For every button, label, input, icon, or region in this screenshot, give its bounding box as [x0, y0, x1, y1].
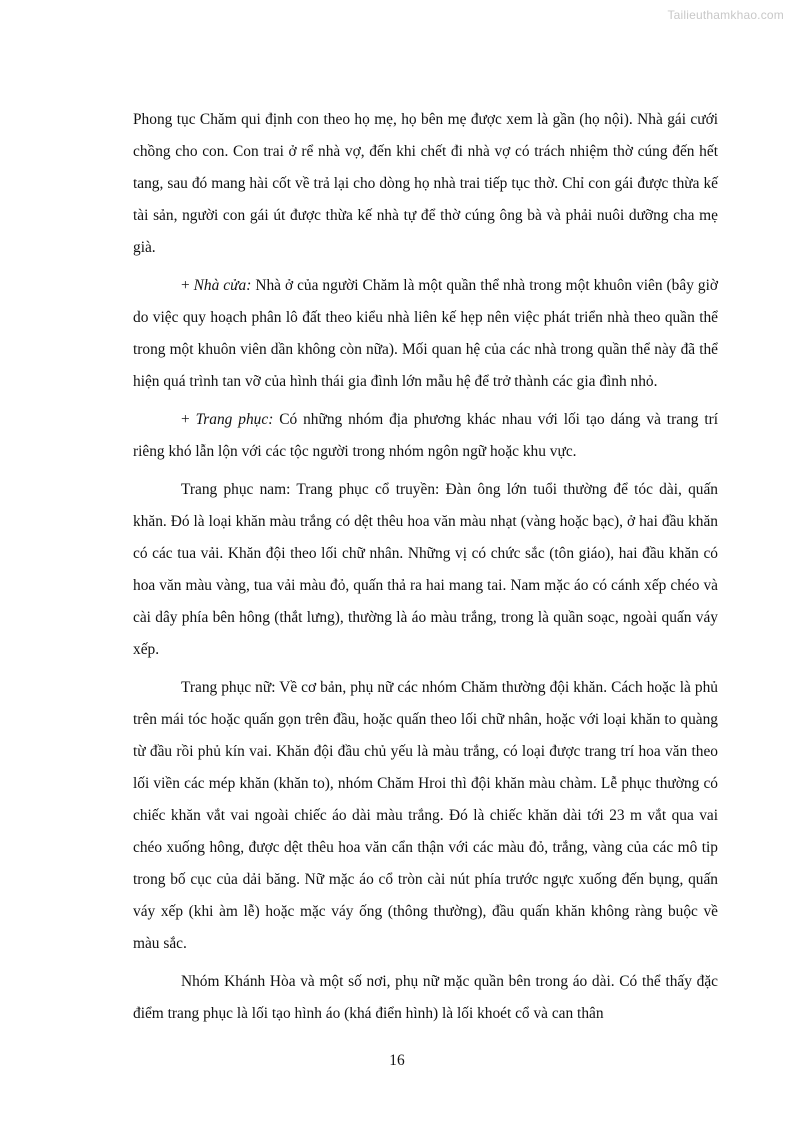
paragraph-text: Trang phục nữ: Về cơ bản, phụ nữ các nhóm Chăm thường đội khăn. Cách hoặc là phủ trên mái tóc hoặc quấn gọn trên đầu, hoặc quấn theo lối chữ nhân, hoặc với loại khăn to quàng từ đầu rồi phủ kín vai. Khăn đội đầu chủ yếu là màu trắng, có loại được trang trí hoa văn theo lối viền các mép khăn (khăn to), nhóm Chăm Hroi thì đội khăn màu chàm. Lễ phục thường có chiếc khăn vắt vai ngoài chiếc áo dài màu trắng. Đó là chiếc khăn dài tới 23 m vắt qua vai chéo xuống hông, được dệt thêu hoa văn cẩn thận với các màu đỏ, trắng, vàng của các mô tip trong bố cục của dải băng. Nữ mặc áo cổ tròn cài nút phía trước ngực xuống đến bụng, quấn váy xếp (khi àm lễ) hoặc mặc váy ống (thông thường), đầu quấn khăn không ràng buộc về màu sắc.: [133, 679, 718, 952]
paragraph-text: Phong tục Chăm qui định con theo họ mẹ, họ bên mẹ được xem là gần (họ nội). Nhà gái cưới chồng cho con. Con trai ở rể nhà vợ, đến khi chết đi nhà vợ có trách nhiệm thờ cúng đến hết tang, sau đó mang hài cốt về trả lại cho dòng họ nhà trai tiếp tục thờ. Chỉ con gái được thừa kế tài sản, người con gái út được thừa kế nhà tự để thờ cúng ông bà và phải nuôi dưỡng cha mẹ già.: [133, 111, 718, 256]
section-label-housing: Nhà cửa:: [193, 277, 252, 294]
paragraph-text: Có những nhóm địa phương khác nhau với lối tạo dáng và trang trí riêng khó lẫn lộn với các tộc người trong nhóm ngôn ngữ hoặc khu vực.: [133, 411, 718, 460]
section-label-costume: Trang phục:: [195, 411, 274, 428]
page-number: 16: [389, 1052, 405, 1069]
paragraph-khanh-hoa: [133, 966, 718, 1030]
list-marker: +: [181, 277, 194, 294]
document-body: [133, 104, 718, 1030]
paragraph-text: Nhà ở của người Chăm là một quần thể nhà trong một khuôn viên (bây giờ do việc quy hoạch phân lô đất theo kiểu nhà liên kế hẹp nên việc phát triển nhà theo quần thể trong một khuôn viên dần không còn nữa). Mối quan hệ của các nhà trong quần thể này đã thể hiện quá trình tan vỡ của hình thái gia đình lớn mẫu hệ để trở thành các gia đình nhỏ.: [133, 277, 718, 390]
list-marker: +: [181, 411, 196, 428]
paragraph-costume: [133, 404, 718, 468]
paragraph-kinship: [133, 104, 718, 264]
paragraph-housing: [133, 270, 718, 398]
paragraph-text: Trang phục nam: Trang phục cổ truyền: Đàn ông lớn tuổi thường để tóc dài, quấn khăn. Đó là loại khăn màu trắng có dệt thêu hoa văn màu nhạt (vàng hoặc bạc), ở hai đầu khăn có các tua vải. Khăn đội theo lối chữ nhân. Những vị có chức sắc (tôn giáo), hai đầu khăn có hoa văn màu vàng, tua vải màu đỏ, quấn thả ra hai mang tai. Nam mặc áo có cánh xếp chéo và cài dây phía bên hông (thắt lưng), thường là áo màu trắng, trong là quần soạc, ngoài quấn váy xếp.: [133, 481, 718, 658]
paragraph-text: Nhóm Khánh Hòa và một số nơi, phụ nữ mặc quần bên trong áo dài. Có thể thấy đặc điểm trang phục là lối tạo hình áo (khá điển hình) là lối khoét cổ và can thân: [133, 973, 718, 1022]
paragraph-male-costume: [133, 474, 718, 666]
watermark: Tailieuthamkhao.com: [667, 8, 784, 22]
paragraph-female-costume: [133, 672, 718, 960]
